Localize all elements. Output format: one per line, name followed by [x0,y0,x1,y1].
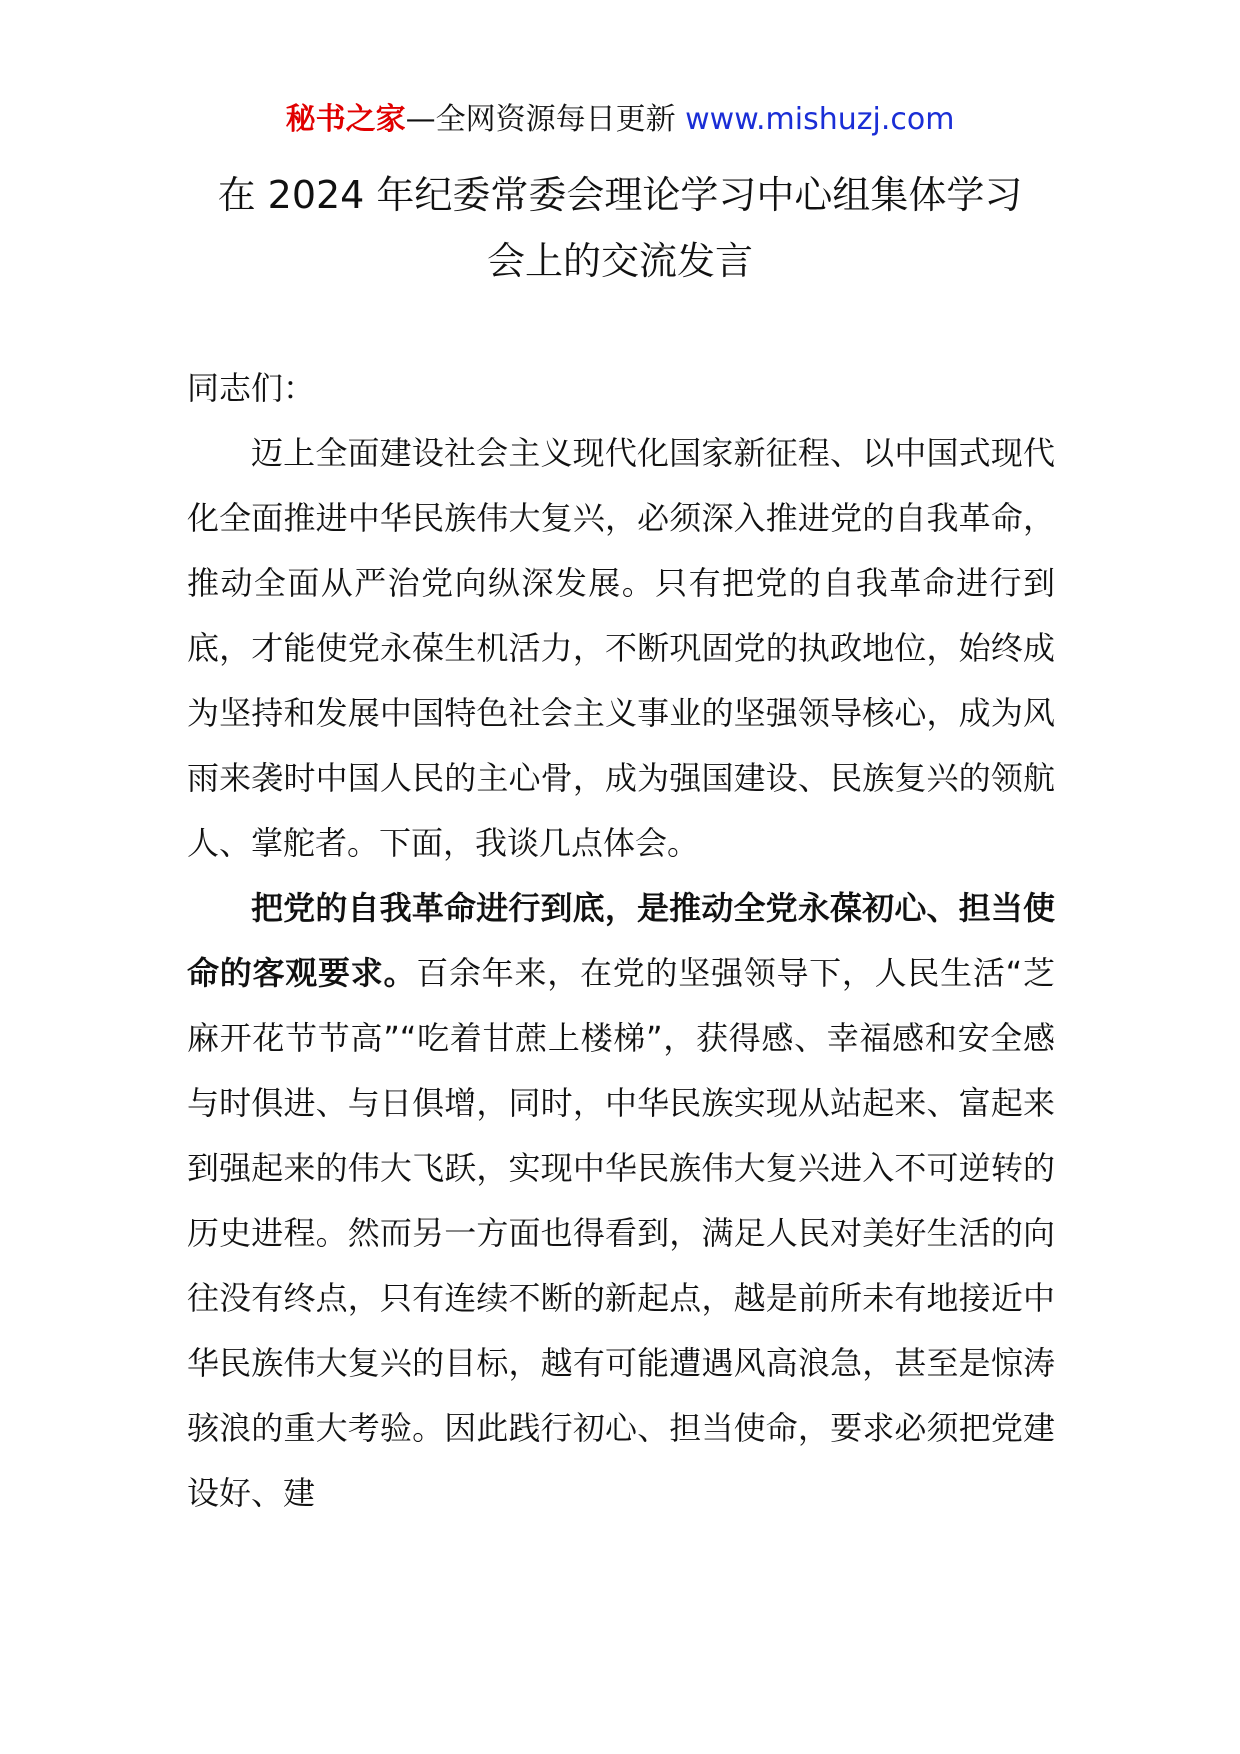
paragraph-2-text: 百余年来，在党的坚强领导下，人民生活“芝麻开花节节高”“吃着甘蔗上楼梯”，获得感、幸福感和安全感与时俱进、与日俱增，同时，中华民族实现从站起来、富起来到强起来的伟大飞跃，实现中华民族伟大复兴进入不可逆转的历史进程。然而另一方面也得看到，满足人民对美好生活的向往没有终点，只有连续不断的新起点，越是前所未有地接近中华民族伟大复兴的目标，越有可能遭遇风高浪急，甚至是惊涛骇浪的重大考验。因此践行初心、担当使命，要求必须把党建设好、建 [187,954,1055,1512]
salutation: 同志们： [187,369,316,407]
site-header [0,100,1240,140]
paragraph-1: 迈上全面建设社会主义现代化国家新征程、以中国式现代化全面推进中华民族伟大复兴，必须深入推进党的自我革命，推动全面从严治党向纵深发展。只有把党的自我革命进行到底，才能使党永葆生机活力，不断巩固党的执政地位，始终成为坚持和发展中国特色社会主义事业的坚强领导核心，成为风雨来袭时中国人民的主心骨，成为强国建设、民族复兴的领航人、掌舵者。下面，我谈几点体会。 [187,434,1055,862]
paragraph-2-lead-sentence: 把党的自我革命进行到底，是推动全党永葆初心、担当使命的客观要求。 [187,889,1055,992]
site-url-link[interactable]: www.mishuzj.com [685,102,955,137]
document-body [187,356,1055,1526]
title-line-1: 在 2024 年纪委常委会理论学习中心组集体学习 [217,173,1023,217]
document-title [0,162,1240,294]
site-tagline: —全网资源每日更新 [405,102,686,137]
paragraph-2 [187,876,1055,1526]
site-name: 秘书之家 [285,102,406,137]
title-line-2: 会上的交流发言 [486,239,753,283]
